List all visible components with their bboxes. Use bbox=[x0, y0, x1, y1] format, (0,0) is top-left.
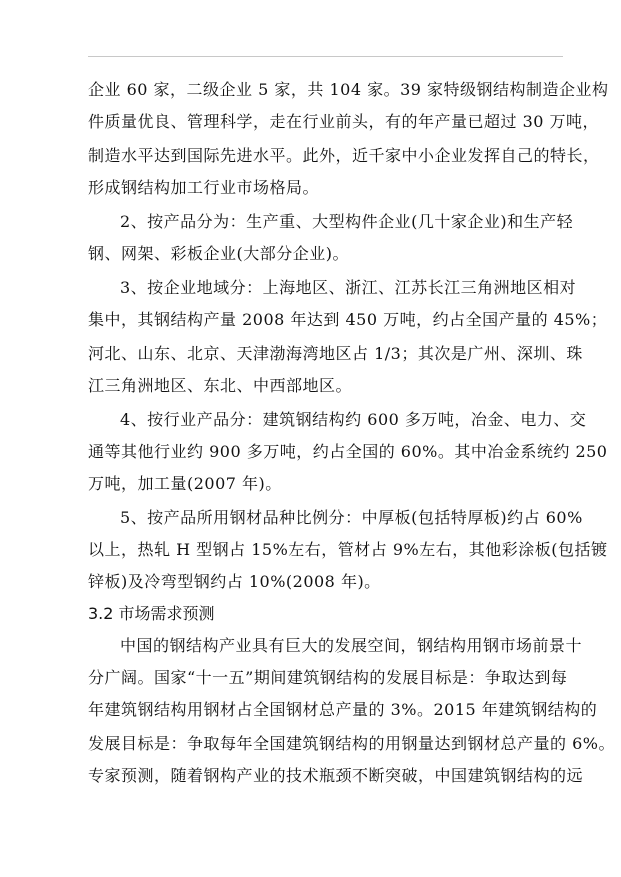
paragraph-start-line: 中国的钢结构产业具有巨大的发展空间，钢结构用钢市场前景十 bbox=[120, 636, 583, 655]
text-line: 制造水平达到国际先进水平。此外，近千家中小企业发挥自己的特长， bbox=[88, 146, 600, 165]
text-line: 件质量优良、管理科学，走在行业前头，有的年产量已超过 30 万吨， bbox=[88, 112, 600, 131]
paragraph-start-line: 5、按产品所用钢材品种比例分：中厚板(包括特厚板)约占 60% bbox=[120, 508, 583, 527]
text-line: 专家预测，随着钢构产业的技术瓶颈不断突破，中国建筑钢结构的远 bbox=[88, 766, 584, 785]
paragraph-start-line: 4、按行业产品分：建筑钢结构约 600 多万吨，冶金、电力、交 bbox=[120, 410, 587, 429]
text-line: 形成钢结构加工行业市场格局。 bbox=[88, 178, 320, 197]
paragraph-start-line: 2、按产品分为：生产重、大型构件企业(几十家企业)和生产轻 bbox=[120, 212, 574, 231]
paragraph-start-line: 3、按企业地域分：上海地区、浙江、江苏长江三角洲地区相对 bbox=[120, 278, 577, 297]
section-heading: 3.2 市场需求预测 bbox=[88, 604, 215, 623]
header-rule bbox=[88, 56, 563, 57]
text-line: 钢、网架、彩板企业(大部分企业)。 bbox=[88, 244, 349, 263]
text-line: 年建筑钢结构用钢材占全国钢材总产量的 3%。2015 年建筑钢结构的 bbox=[88, 700, 598, 719]
text-line: 万吨，加工量(2007 年)。 bbox=[88, 474, 282, 493]
text-line: 发展目标是：争取每年全国建筑钢结构的用钢量达到钢材总产量的 6%。 bbox=[88, 734, 615, 753]
text-line: 锌板)及冷弯型钢约占 10%(2008 年)。 bbox=[88, 572, 381, 591]
text-line: 河北、山东、北京、天津渤海湾地区占 1/3；其次是广州、深圳、珠 bbox=[88, 344, 583, 363]
text-line: 分广阔。国家“十一五”期间建筑钢结构的发展目标是：争取达到每 bbox=[88, 668, 568, 687]
text-line: 江三角洲地区、东北、中西部地区。 bbox=[88, 376, 353, 395]
text-line: 以上，热轧 H 型钢占 15%左右，管材占 9%左右，其他彩涂板(包括镀 bbox=[88, 540, 608, 559]
text-line: 集中，其钢结构产量 2008 年达到 450 万吨，约占全国产量的 45%； bbox=[88, 310, 608, 329]
text-line: 企业 60 家，二级企业 5 家，共 104 家。39 家特级钢结构制造企业构 bbox=[88, 80, 609, 99]
text-line: 通等其他行业约 900 多万吨，约占全国的 60%。其中冶金系统约 250 bbox=[88, 442, 608, 461]
